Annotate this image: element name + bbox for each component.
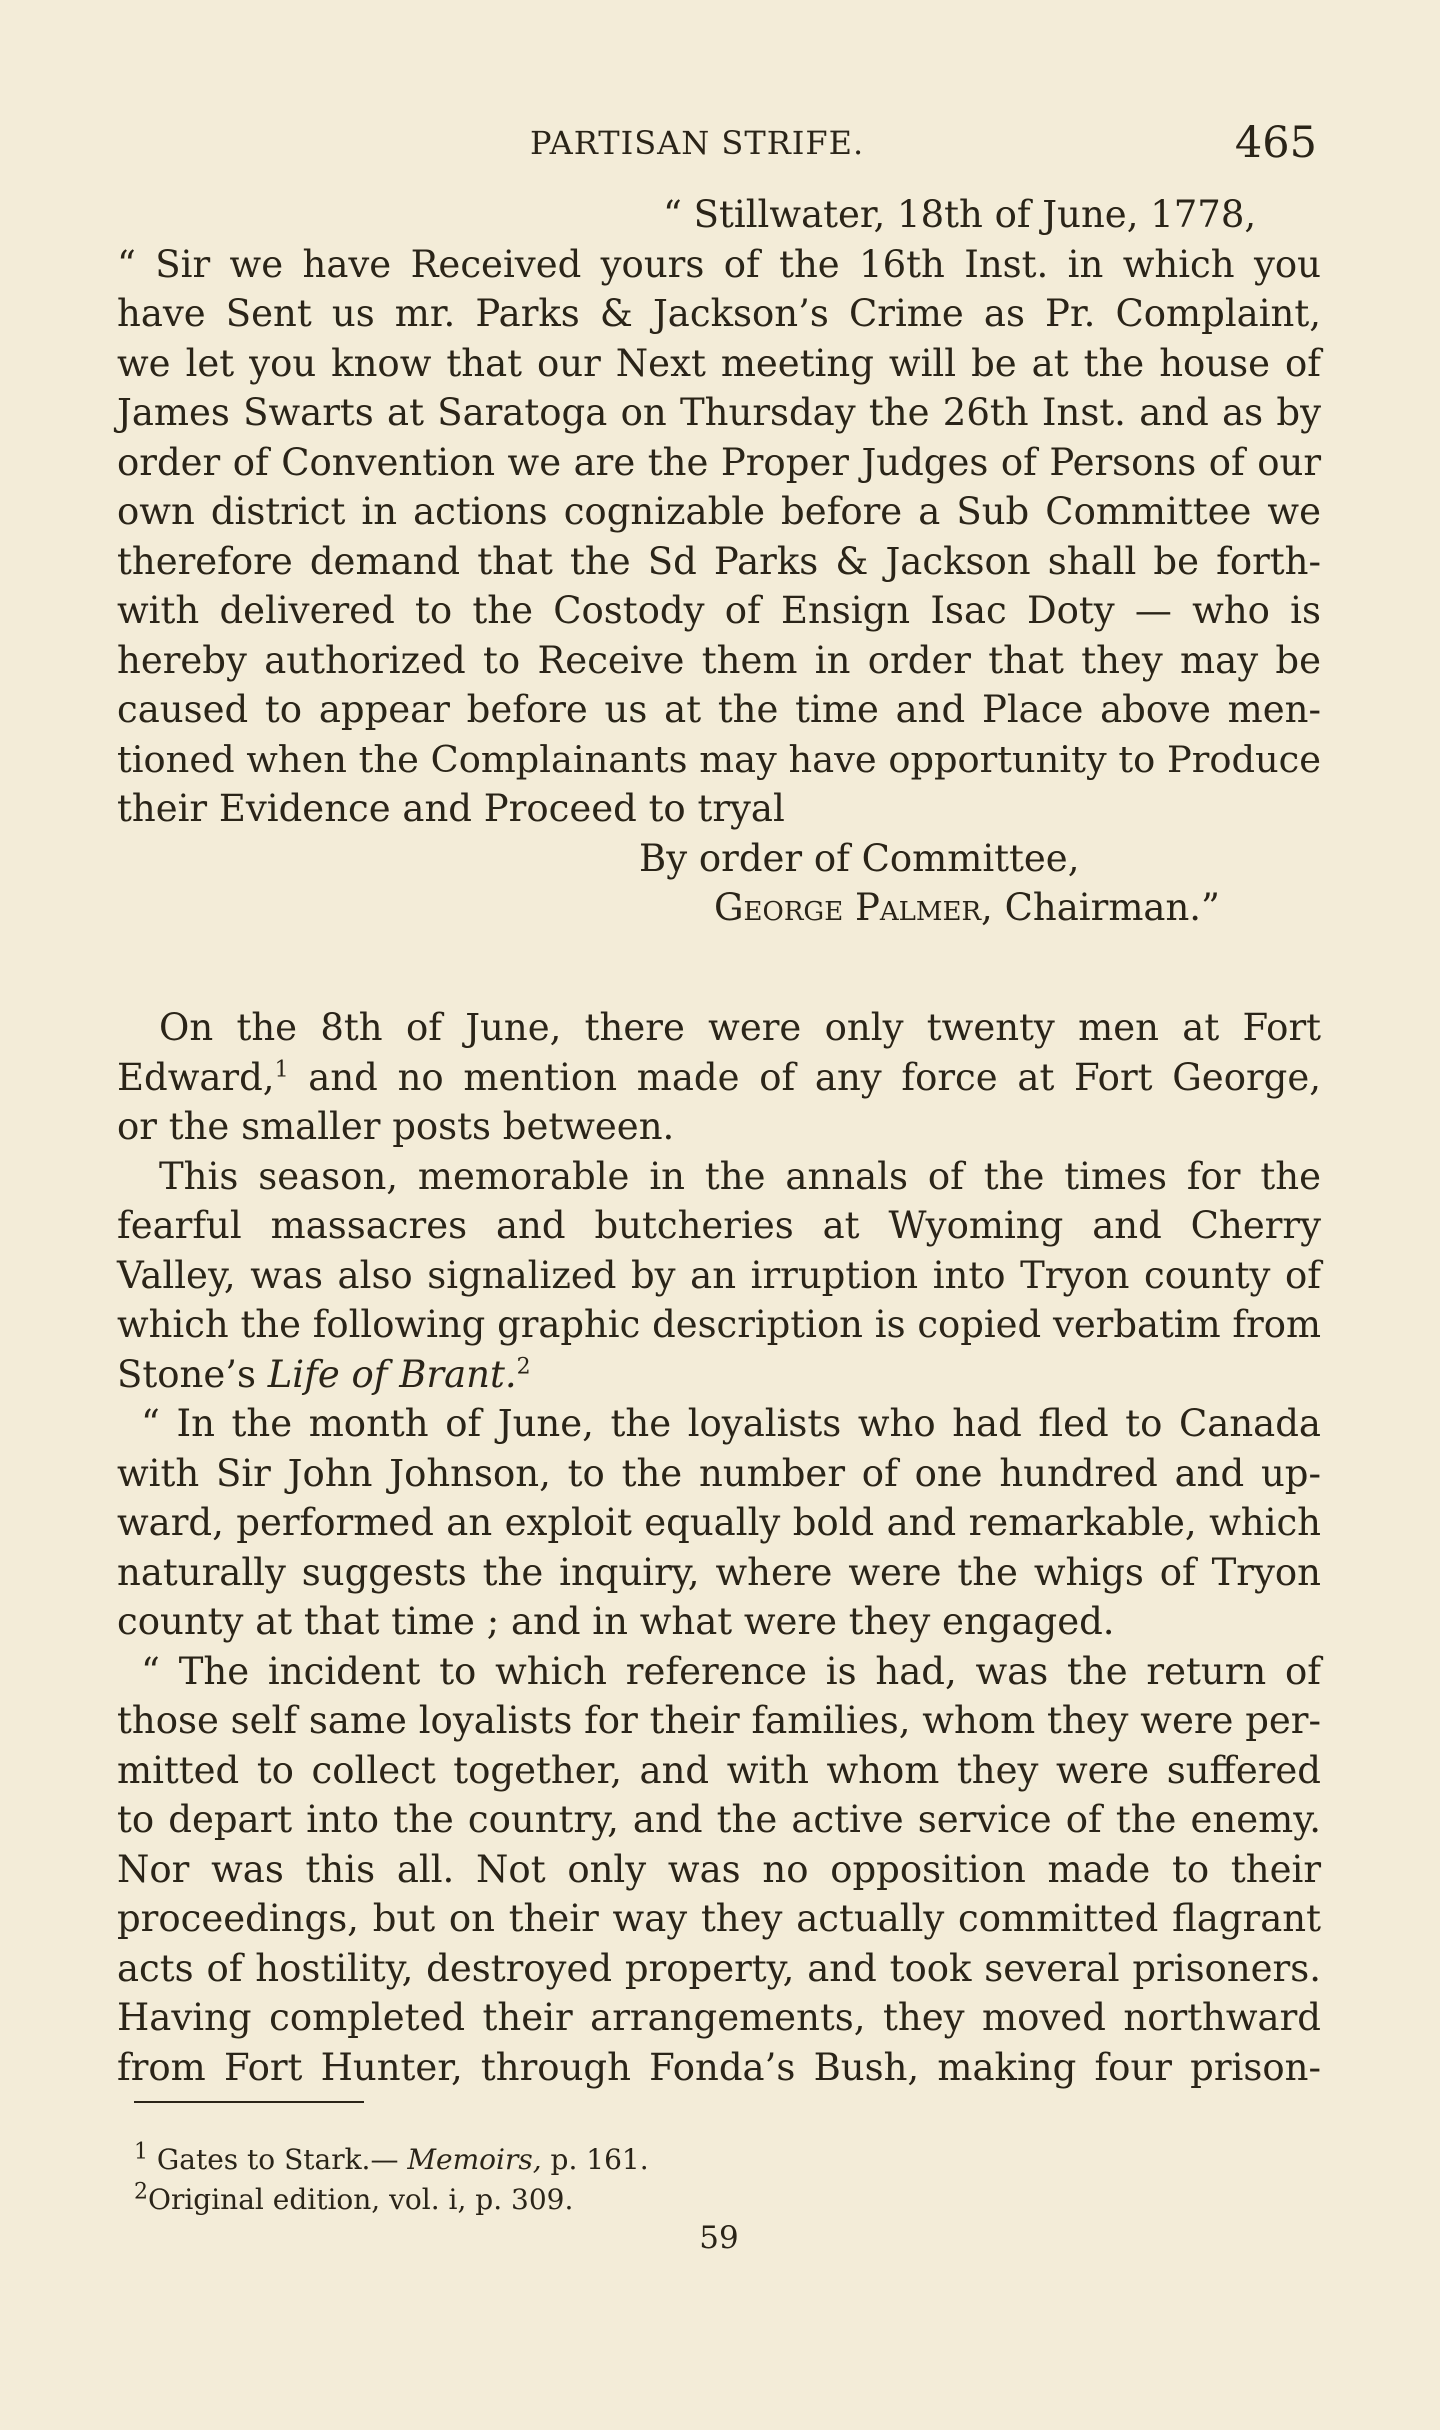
paragraph-line: county at that time ; and in what were they engaged. [117,1600,1115,1643]
letter-line: tioned when the Complainants may have opportunity to Produce [117,737,1321,781]
paragraph-line: Having completed their arrangements, they moved northward [117,1996,1321,2039]
letter-line: caused to appear before us at the time and Place above men- [117,688,1321,731]
letter-dateline: “ Stillwater, 18th of June, 1778, [663,193,1257,236]
footnote-1 [134,2141,1234,2179]
letter-line: with delivered to the Costody of Ensign Isac Doty — who is [117,589,1321,632]
paragraph-line: naturally suggests the inquiry, where were the whigs of Tryon [117,1550,1321,1594]
signature-mark: 59 [699,2220,739,2256]
quoted-letter [117,190,1321,933]
paragraph-line: This season, memorable in the annals of the times for the [159,1154,1321,1198]
letter-signature [117,883,1321,933]
paragraph-line: to depart into the country, and the active service of the enemy. [117,1798,1321,1841]
paragraph-line [117,1053,1321,1103]
footnote-2 [134,2181,1234,2219]
paragraph-line: “ The incident to which reference is had, was the return of [141,1649,1321,1693]
paragraph-line: which the following graphic description is copied verbatim from [117,1303,1321,1346]
letter-last-line: their Evidence and Proceed to tryal [117,787,785,830]
paragraph-line: with Sir John Johnson, to the number of one hundred and up- [117,1451,1321,1495]
footnote-ref-1: 1 [274,1057,289,1083]
footnote-rule [134,2101,364,2103]
letter-line: “ Sir we have Received yours of the 16th Inst. in which you [117,242,1321,286]
paragraph-line: Nor was this all. Not only was no opposition made to their [117,1847,1321,1891]
page-number: 465 [1234,118,1317,168]
paragraph-line: On the 8th of June, there were only twenty men at Fort [159,1006,1321,1049]
text-run: Stone’s [117,1352,268,1396]
signature-name: George Palmer, [714,886,993,929]
footnote-text: p. 161. [541,2143,649,2176]
running-head [0,118,1440,178]
text-run: Edward, [117,1055,275,1099]
letter-closing: By order of Committee, [639,836,1080,880]
footnote-mark: 2 [134,2179,148,2205]
letter-line: order of Convention we are the Proper Judges of Persons of our [117,440,1321,484]
paragraph-line: or the smaller posts between. [117,1105,675,1148]
letter-line: hereby authorized to Receive them in order that they may be [117,638,1321,682]
letter-line: James Swarts at Saratoga on Thursday the 26th Inst. and as by [117,391,1321,434]
book-title: Life of Brant. [267,1352,517,1396]
footnote-italic: Memoirs, [407,2143,542,2176]
signature-title: Chairman.” [1004,886,1220,929]
text-run: and no mention made of any force at Fort George, [288,1055,1321,1099]
paragraph-line: proceedings, but on their way they actually committed flagrant [117,1897,1321,1940]
running-head-title: PARTISAN STRIFE. [530,124,865,162]
paragraph-line: those self same loyalists for their families, whom they were per- [117,1699,1321,1742]
paragraph-line [117,1350,1321,1400]
footnote-mark: 1 [134,2139,148,2165]
paragraph-line: ward, performed an exploit equally bold and remarkable, which [117,1501,1321,1544]
letter-line: have Sent us mr. Parks & Jackson’s Crime as Pr. Complaint, [117,292,1321,335]
paragraph-line: Valley, was also signalized by an irruption into Tryon county of [117,1253,1321,1297]
letter-line: own district in actions cognizable before a Sub Committee we [117,490,1321,533]
letter-line: we let you know that our Next meeting will be at the house of [117,341,1321,385]
letter-line: therefore demand that the Sd Parks & Jackson shall be forth- [117,539,1321,583]
footnote-text: Original edition, vol. i, p. 309. [148,2183,574,2216]
paragraph-line: acts of hostility, destroyed property, and took several prisoners. [117,1946,1321,1990]
footnote-ref-2: 2 [516,1354,531,1380]
paragraph-line: mitted to collect together, and with whom they were suffered [117,1748,1321,1792]
paragraph-line: “ In the month of June, the loyalists who had fled to Canada [141,1402,1321,1445]
narrative-text [117,1003,1321,2092]
footnote-text: Gates to Stark.— [156,2143,408,2176]
paragraph-line: fearful massacres and butcheries at Wyoming and Cherry [117,1204,1321,1247]
paragraph-line: from Fort Hunter, through Fonda’s Bush, making four prison- [117,2045,1321,2089]
